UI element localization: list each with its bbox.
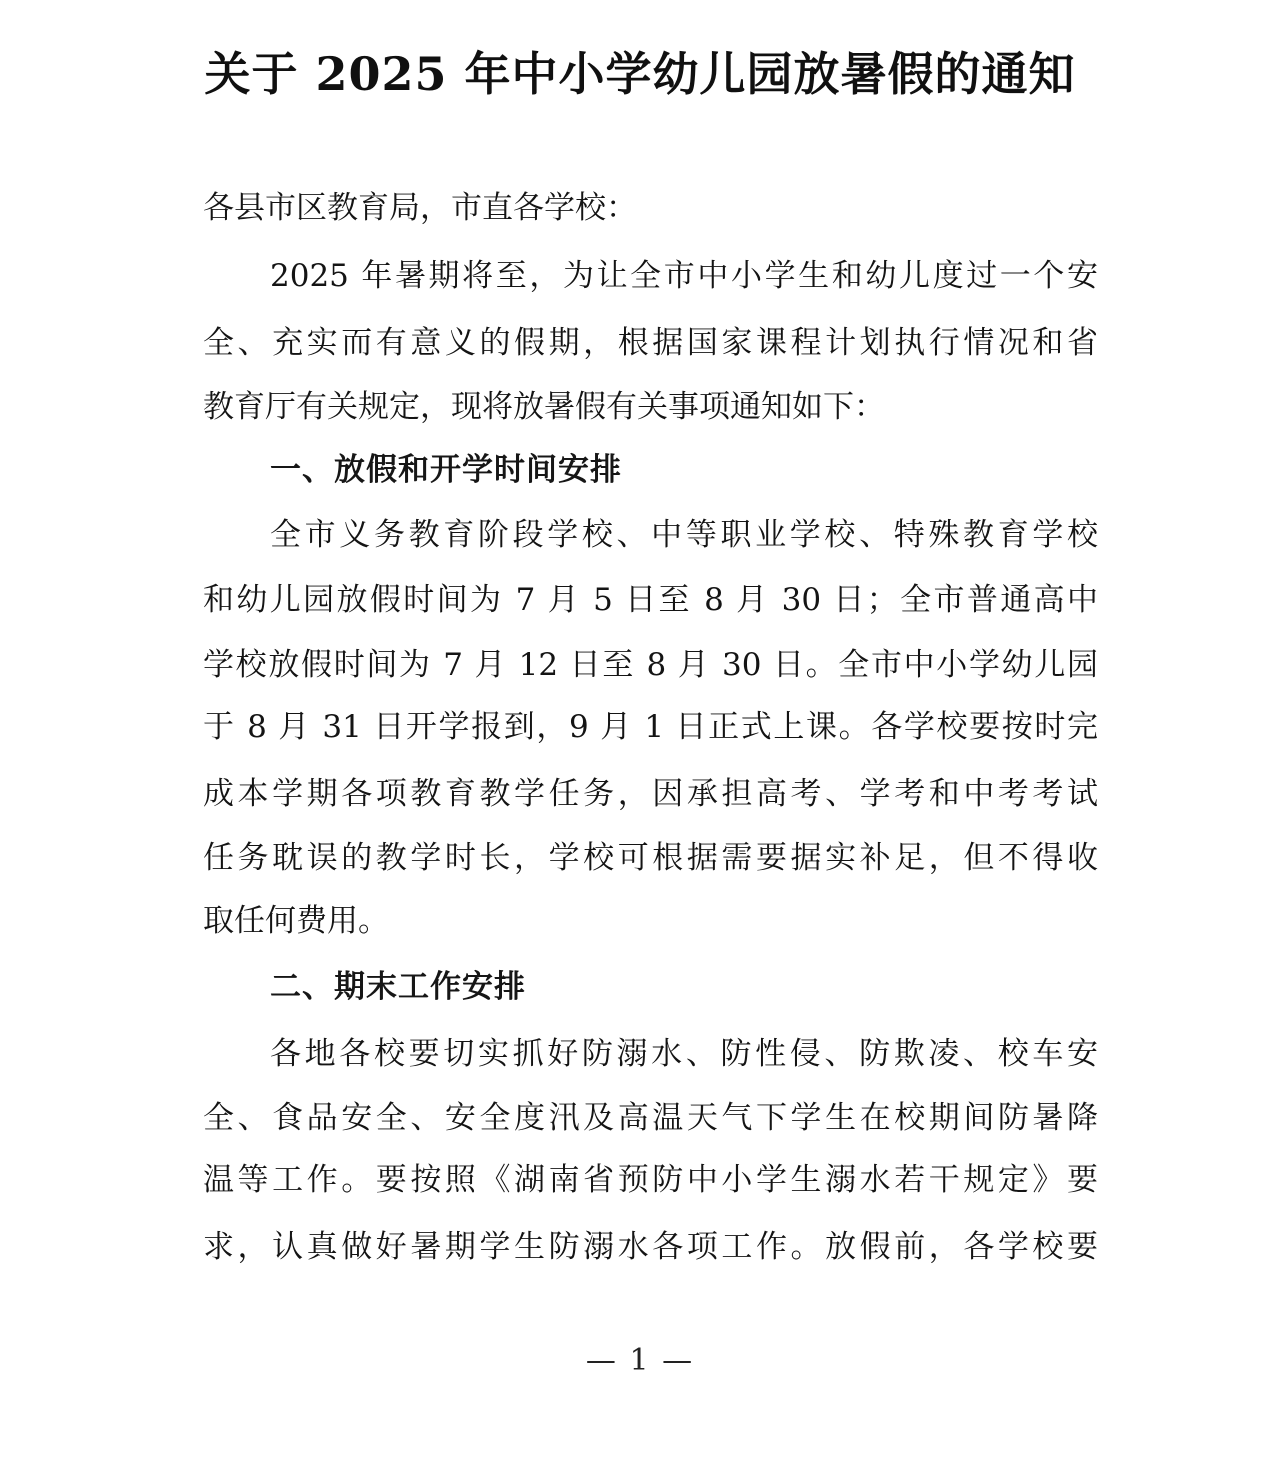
section-heading: 一、放假和开学时间安排 [270,452,622,488]
page-number: — 1 — [585,1343,695,1378]
section-body-line: 成本学期各项教育教学任务，因承担高考、学考和中考考试 [203,776,1098,812]
section-body-line: 和幼儿园放假时间为 7 月 5 日至 8 月 30 日；全市普通高中 [203,582,1098,618]
section-body-line: 于 8 月 31 日开学报到，9 月 1 日正式上课。各学校要按时完 [203,709,1098,745]
section-body-line: 任务耽误的教学时长，学校可根据需要据实补足，但不得收 [203,840,1098,876]
section-body-line: 全市义务教育阶段学校、中等职业学校、特殊教育学校 [270,517,1098,553]
notice-title: 关于 2025 年中小学幼儿园放暑假的通知 [204,47,1076,101]
section-body-line: 温等工作。要按照《湖南省预防中小学生溺水若干规定》要 [203,1162,1098,1198]
intro-line: 教育厅有关规定，现将放暑假有关事项通知如下： [203,389,885,425]
intro-line: 全、充实而有意义的假期，根据国家课程计划执行情况和省 [203,325,1098,361]
intro-line: 2025 年暑期将至，为让全市中小学生和幼儿度过一个安 [270,258,1098,294]
section-body-line: 各地各校要切实抓好防溺水、防性侵、防欺凌、校车安 [270,1036,1098,1072]
section-heading: 二、期末工作安排 [270,969,526,1005]
section-body-line: 学校放假时间为 7 月 12 日至 8 月 30 日。全市中小学幼儿园 [203,647,1098,683]
section-body-line: 全、食品安全、安全度汛及高温天气下学生在校期间防暑降 [203,1100,1098,1136]
section-body-line: 取任何费用。 [203,903,389,939]
salutation: 各县市区教育局，市直各学校： [203,190,637,226]
section-body-line: 求，认真做好暑期学生防溺水各项工作。放假前，各学校要 [203,1229,1098,1265]
